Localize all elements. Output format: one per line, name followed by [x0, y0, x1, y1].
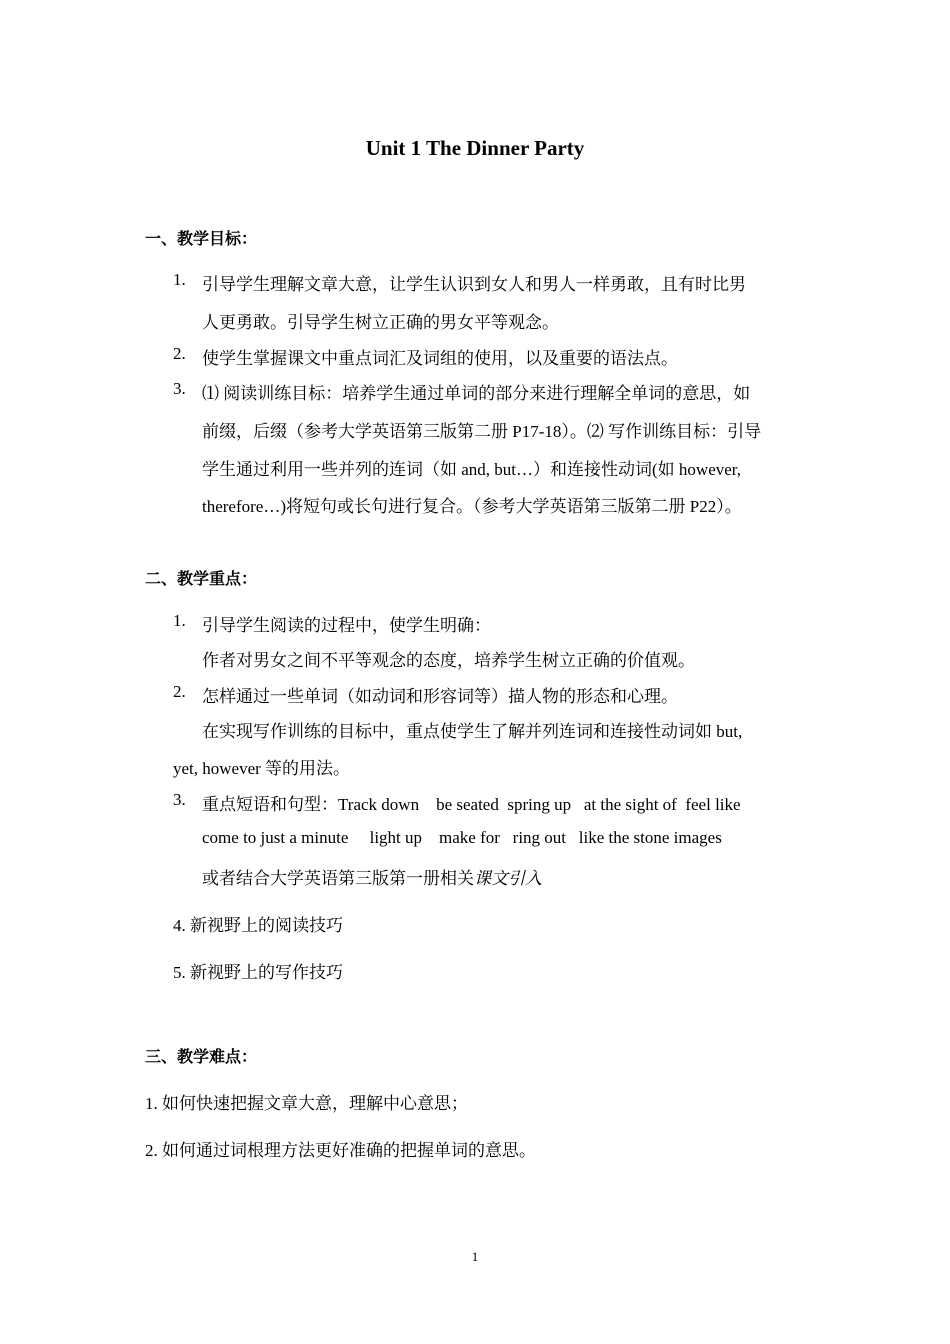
list-item-text: 5. 新视野上的写作技巧 — [173, 963, 343, 982]
list-item-text-prefix: 或者结合大学英语第三版第一册相关 — [202, 869, 474, 888]
list-item-text: 引导学生阅读的过程中，使学生明确： — [202, 616, 491, 635]
list-number: 3. — [173, 790, 186, 809]
list-number: 1. — [173, 270, 186, 289]
list-item-text: come to just a minute light up make for ring out like the stone images — [202, 828, 722, 847]
document-title: Unit 1 The Dinner Party — [365, 136, 585, 160]
list-item-text: 4. 新视野上的阅读技巧 — [173, 916, 343, 935]
list-item-text: 学生通过利用一些并列的连词（如 and, but…）和连接性动词(如 however, — [202, 460, 742, 479]
list-item-text: ⑴ 阅读训练目标：培养学生通过单词的部分来进行理解全单词的意思，如 — [202, 384, 751, 403]
list-item-text: therefore…)将短句或长句进行复合。（参考大学英语第三版第二册 P22）。 — [202, 497, 742, 516]
list-item-text: 1. 如何快速把握文章大意，理解中心意思； — [145, 1094, 468, 1113]
list-number: 2. — [173, 344, 186, 363]
list-number: 2. — [173, 682, 186, 701]
list-item-text: 人更勇敢。引导学生树立正确的男女平等观念。 — [202, 313, 559, 332]
page-number: 1 — [471, 1249, 479, 1264]
list-item-text — [202, 864, 542, 889]
list-item-text: 重点短语和句型：Track down be seated spring up at the sight of feel like — [202, 795, 741, 814]
list-item-text: 怎样通过一些单词（如动词和形容词等）描人物的形态和心理。 — [202, 687, 678, 706]
list-item-text: 使学生掌握课文中重点词汇及词组的使用，以及重要的语法点。 — [202, 349, 678, 368]
section-heading-key-points: 二、教学重点： — [145, 571, 258, 588]
list-item-text: yet, however 等的用法。 — [173, 759, 351, 778]
list-item-text: 引导学生理解文章大意，让学生认识到女人和男人一样勇敢，且有时比男 — [202, 275, 746, 294]
list-number: 3. — [173, 379, 186, 398]
list-item-text-italic: 课文引入 — [474, 869, 542, 888]
list-item-text: 在实现写作训练的目标中，重点使学生了解并列连词和连接性动词如 but, — [202, 722, 743, 741]
list-item-text: 2. 如何通过词根理方法更好准确的把握单词的意思。 — [145, 1141, 536, 1160]
list-number: 1. — [173, 611, 186, 630]
list-item-text: 前缀，后缀（参考大学英语第三版第二册 P17-18）。⑵ 写作训练目标：引导 — [202, 422, 762, 441]
list-item-text: 作者对男女之间不平等观念的态度，培养学生树立正确的价值观。 — [202, 651, 695, 670]
section-heading-objectives: 一、教学目标： — [145, 231, 258, 248]
section-heading-difficulties: 三、教学难点： — [145, 1049, 258, 1066]
